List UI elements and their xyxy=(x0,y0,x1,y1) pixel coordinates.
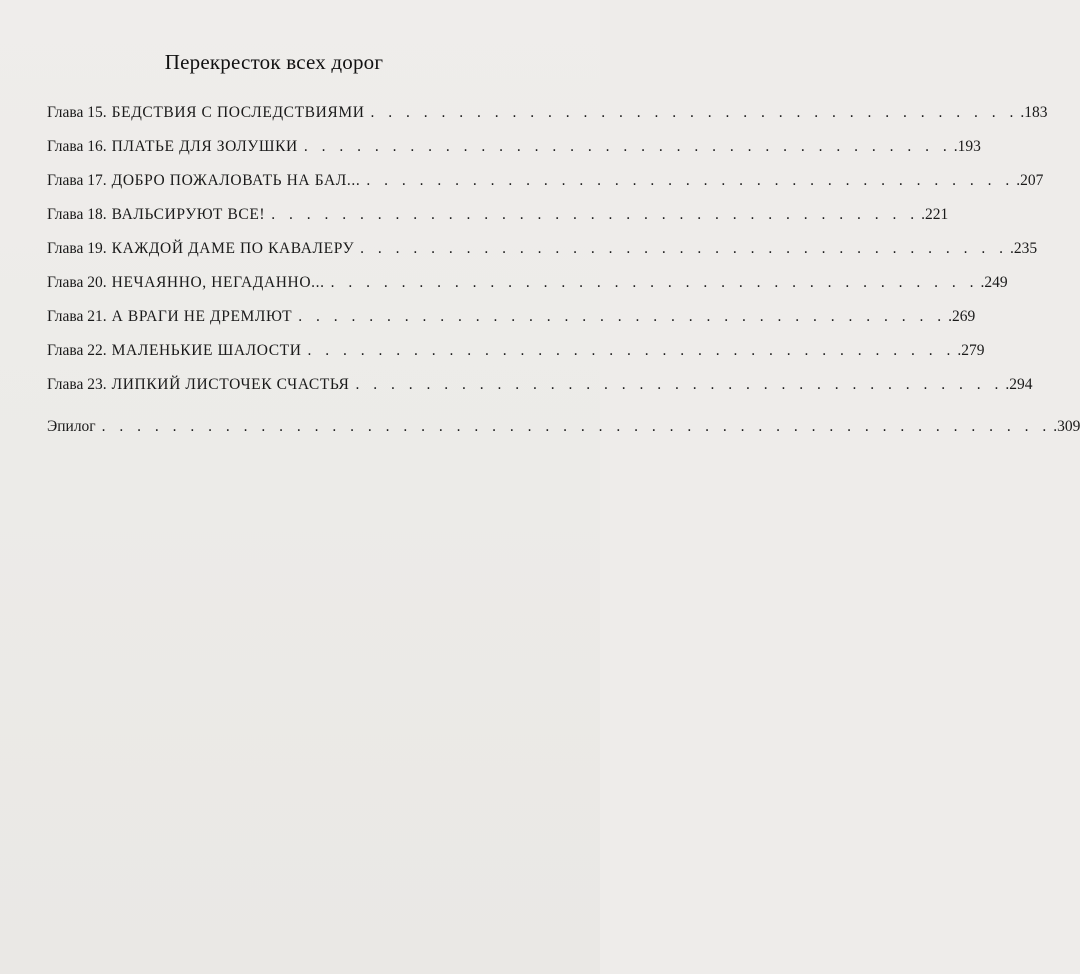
toc-entry-chapter-17 xyxy=(47,164,1044,198)
toc-entry-chapter-19 xyxy=(47,232,1038,266)
chapter-title: ЛИПКИЙ ЛИСТОЧЕК СЧАСТЬЯ xyxy=(111,376,350,393)
chapter-title: БЕДСТВИЯ С ПОСЛЕДСТВИЯМИ xyxy=(111,104,365,121)
toc-entry-chapter-18 xyxy=(47,198,949,232)
chapter-number: Глава 22. xyxy=(47,342,107,359)
page-number: .207 xyxy=(1016,172,1044,189)
page-number: .183 xyxy=(1020,104,1048,121)
chapter-number: Глава 23. xyxy=(47,376,107,393)
dot-leader: . . . . . . . . . . . . . . . . . . . . . . . . . . . . . . . . . . . . . xyxy=(355,376,1004,393)
toc-entry-epilogue xyxy=(47,410,1080,444)
page-number: .279 xyxy=(957,342,985,359)
chapter-title: НЕЧАЯННО, НЕГАДАННО... xyxy=(111,274,325,291)
toc-entry-chapter-16 xyxy=(47,130,981,164)
table-of-contents xyxy=(47,96,1080,444)
dot-leader: . . . . . . . . . . . . . . . . . . . . . . . . . . . . . . . . . . . . . . . . . . . . . . . . . . . . . . xyxy=(101,418,1052,435)
toc-entry-chapter-22 xyxy=(47,334,985,368)
page-number: .235 xyxy=(1010,240,1038,257)
chapter-title: А ВРАГИ НЕ ДРЕМЛЮТ xyxy=(111,308,293,325)
page-number: .294 xyxy=(1005,376,1033,393)
toc-entry-chapter-21 xyxy=(47,300,976,334)
chapter-number: Глава 17. xyxy=(47,172,107,189)
dot-leader: . . . . . . . . . . . . . . . . . . . . . . . . . . . . . . . . . . . . . xyxy=(370,104,1019,121)
toc-entry-chapter-23 xyxy=(47,368,1033,402)
chapter-number: Глава 21. xyxy=(47,308,107,325)
dot-leader: . . . . . . . . . . . . . . . . . . . . . . . . . . . . . . . . . . . . . xyxy=(298,308,947,325)
chapter-title: ПЛАТЬЕ ДЛЯ ЗОЛУШКИ xyxy=(111,138,298,155)
chapter-title: ВАЛЬСИРУЮТ ВСЕ! xyxy=(111,206,266,223)
epilogue-title: Эпилог xyxy=(47,418,96,435)
chapter-number: Глава 15. xyxy=(47,104,107,121)
dot-leader: . . . . . . . . . . . . . . . . . . . . . . . . . . . . . . . . . . . . . xyxy=(271,206,920,223)
page-number: .309 xyxy=(1053,418,1080,435)
dot-leader: . . . . . . . . . . . . . . . . . . . . . . . . . . . . . . . . . . . . . xyxy=(303,138,952,155)
chapter-title: МАЛЕНЬКИЕ ШАЛОСТИ xyxy=(111,342,302,359)
dot-leader: . . . . . . . . . . . . . . . . . . . . . . . . . . . . . . . . . . . . . xyxy=(366,172,1015,189)
toc-entry-chapter-20 xyxy=(47,266,1008,300)
page-number: .193 xyxy=(953,138,981,155)
chapter-number: Глава 20. xyxy=(47,274,107,291)
dot-leader: . . . . . . . . . . . . . . . . . . . . . . . . . . . . . . . . . . . . . xyxy=(360,240,1009,257)
chapter-title: ДОБРО ПОЖАЛОВАТЬ НА БАЛ... xyxy=(111,172,361,189)
page-number: .221 xyxy=(921,206,949,223)
page-title: Перекресток всех дорог xyxy=(164,50,384,74)
chapter-number: Глава 19. xyxy=(47,240,107,257)
page-number: .249 xyxy=(980,274,1008,291)
dot-leader: . . . . . . . . . . . . . . . . . . . . . . . . . . . . . . . . . . . . . xyxy=(307,342,956,359)
chapter-number: Глава 18. xyxy=(47,206,107,223)
dot-leader: . . . . . . . . . . . . . . . . . . . . . . . . . . . . . . . . . . . . . xyxy=(330,274,979,291)
toc-entry-chapter-15 xyxy=(47,96,1048,130)
chapter-title: КАЖДОЙ ДАМЕ ПО КАВАЛЕРУ xyxy=(111,240,355,257)
page-number: .269 xyxy=(948,308,976,325)
chapter-number: Глава 16. xyxy=(47,138,107,155)
